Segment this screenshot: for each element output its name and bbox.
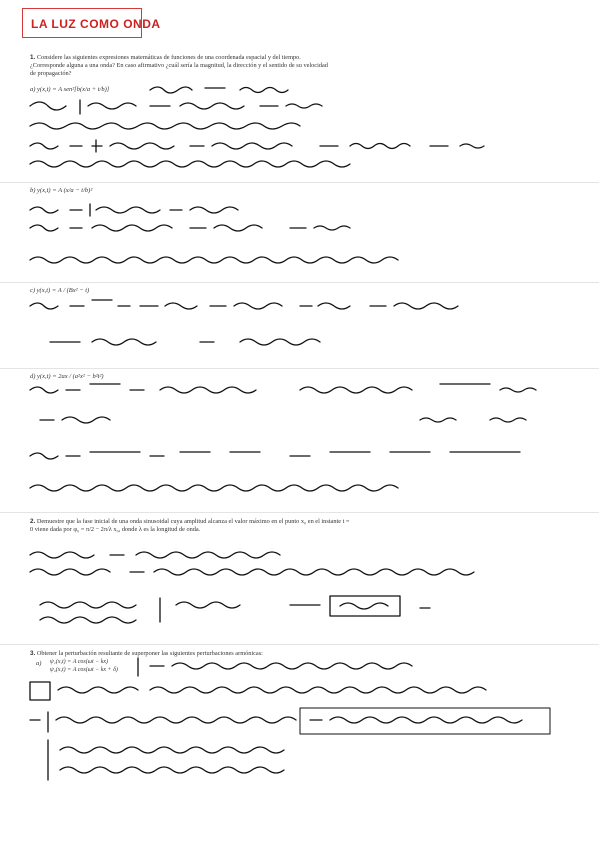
q1-item-c: c) y(x,t) = A / (Bx² − t) (30, 287, 90, 294)
q3-eq2: ψ₂(x,t) = A cos(ωt − kx + δ) (50, 667, 118, 673)
svg-text:LA LUZ COMO ONDA: LA LUZ COMO ONDA (31, 17, 161, 31)
q1-item-a: a) y(x,t) = A sen²[b(x/a + t/b)] (30, 86, 110, 93)
q1b-handwriting (30, 204, 398, 263)
q3-handwriting (30, 658, 550, 780)
q3-eq1: ψ₁(x,t) = A cos(ωt − kx) (50, 659, 109, 665)
q1-item-b: b) y(x,t) = A (x/a − t/b)² (30, 187, 93, 194)
question-2-text: Demuestre que la fase inicial de una onda sinusoidal cuya amplitud alcanza el valor máximo en el punto x₀ en el instante t = 0 viene dada por φ₀ = π/2 − 2π/λ x₀, donde λ es la longitud de onda. (30, 518, 350, 533)
q1d-handwriting (30, 384, 536, 491)
q3-item-a: a) (36, 660, 42, 667)
q1a-handwriting (30, 87, 484, 167)
q2-handwriting (30, 552, 474, 623)
q1-item-d: d) y(x,t) = 2ax / (a²x² − b²t²) (30, 373, 104, 380)
question-1-text: Considere las siguientes expresiones matemáticas de funciones de una coordenada espacial y del tiempo. ¿Corresponde alguna a una onda? En caso afirmativo ¿cuál sería la magnitud, la dirección y el sentido de su velocidad de propagación? (30, 54, 328, 77)
question-3-text: Obtener la perturbación resultante de superponer las siguientes perturbaciones armónicas: (36, 650, 263, 657)
q1c-handwriting (30, 300, 458, 345)
question-3-number: 3. (30, 650, 36, 657)
question-1-number: 1. (30, 54, 36, 61)
question-2-number: 2. (30, 518, 36, 525)
